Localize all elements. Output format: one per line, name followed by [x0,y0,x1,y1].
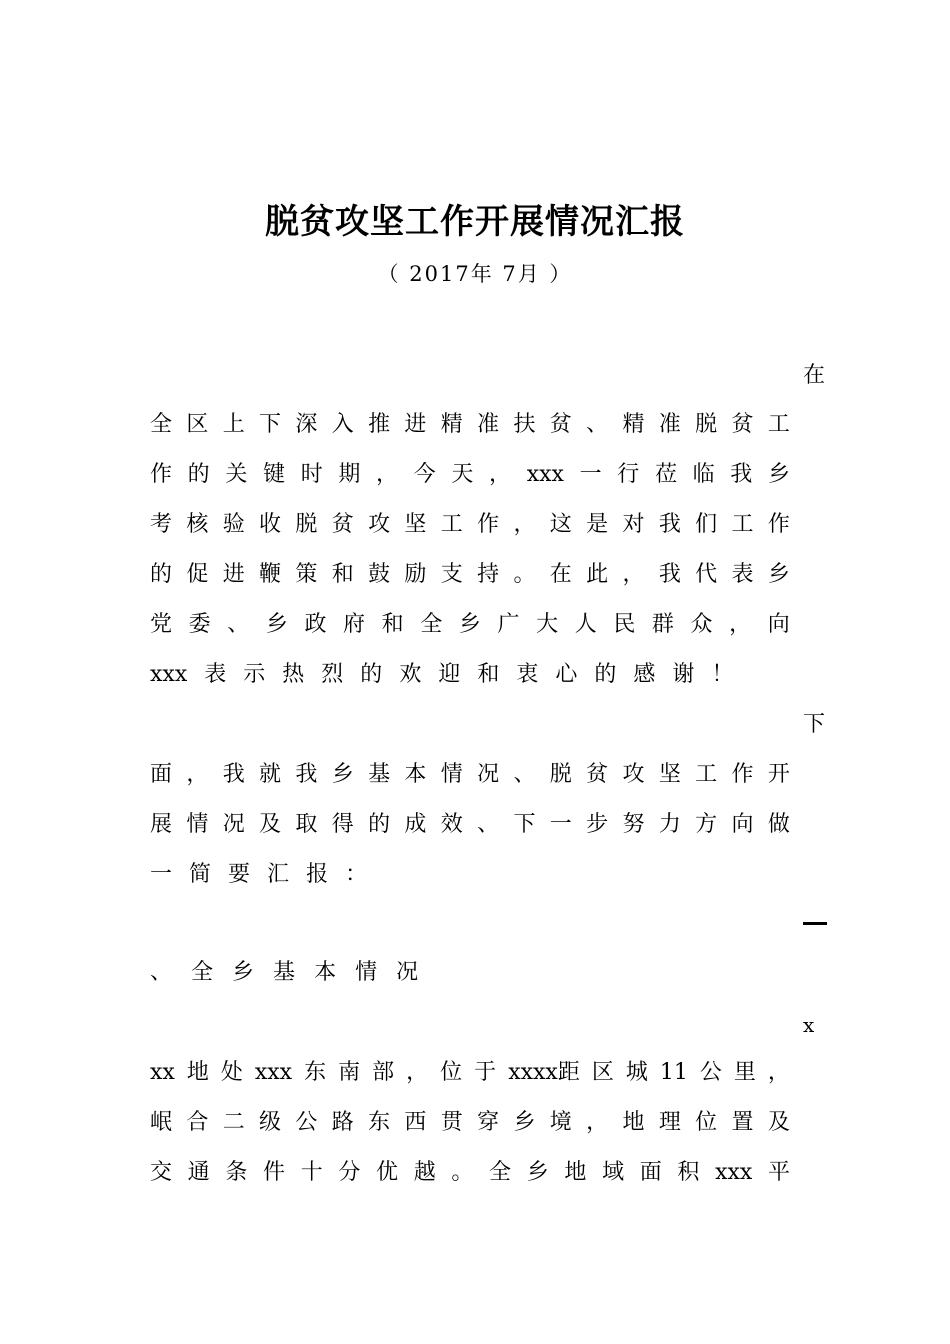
text-char: 一 [579,462,602,487]
text-char: 全 [150,412,173,437]
text-char: 及 [767,1110,790,1135]
text-char: 关 [225,462,248,487]
text-char: 置 [731,1110,754,1135]
text-char: 交 [150,1160,173,1185]
text-char: 基 [273,960,296,985]
text-char: 核 [186,512,209,537]
text-char: 脱 [295,512,318,537]
text-char: 公 [295,1110,318,1135]
text-char: 政 [304,612,327,637]
text-char: 我 [658,562,681,587]
text-char: 表 [731,562,754,587]
text-char: 向 [767,612,790,637]
text-char: 城 [625,1060,648,1085]
paragraph-3-line [150,1058,790,1088]
text-char: 公 [699,1060,722,1085]
text-char: 和 [477,662,500,687]
text-char: 贫 [586,762,609,787]
text-char: xxx [526,462,564,487]
text-char: 深 [295,412,318,437]
text-char: 地 [564,1160,587,1185]
section-heading [150,958,790,988]
text-char: 作 [477,512,500,537]
text-char: 考 [150,512,173,537]
text-char: 简 [189,862,212,887]
text-char: 效 [440,812,463,837]
text-char: 行 [617,462,640,487]
text-char: 努 [622,812,645,837]
text-char: 二 [222,1110,245,1135]
paragraph-1-line [150,510,790,540]
text-char: 进 [222,562,245,587]
text-char: 位 [695,1110,718,1135]
text-char: 路 [331,1110,354,1135]
text-char: 众 [690,612,713,637]
text-char: 作 [150,462,173,487]
text-char: 境 [549,1110,572,1135]
document-date: （ 2017年 7月 ） [377,262,573,286]
section-number-dash [803,922,827,925]
text-char: ： [345,862,368,887]
text-char: 面 [639,1160,662,1185]
text-char: 的 [360,662,383,687]
text-char: 方 [695,812,718,837]
text-char: 攻 [622,762,645,787]
text-char: 脱 [695,412,718,437]
text-char: ， [586,1110,609,1135]
text-char: 贫 [549,412,572,437]
text-char: ， [622,562,645,587]
text-char: 、 [586,412,609,437]
text-char: 报 [306,862,329,887]
text-char: 衷 [516,662,539,687]
text-char: 鼓 [368,562,391,587]
text-char: 东 [304,1060,327,1085]
text-char: 热 [282,662,305,687]
text-char: 全 [420,612,443,637]
text-char: 本 [314,960,337,985]
document-title: 脱贫攻坚工作开展情况汇报 [265,202,685,242]
text-char: 脱 [549,762,572,787]
text-char: 时 [300,462,323,487]
text-char: 穿 [477,1110,500,1135]
text-char: 对 [622,512,645,537]
text-char: 基 [368,762,391,787]
text-char: 坚 [658,762,681,787]
text-char: xx [150,1060,175,1085]
text-char: xxx [254,1060,293,1085]
text-char: 岷 [150,1110,173,1135]
paragraph-3-line [150,1108,790,1138]
text-char: 部 [372,1060,395,1085]
text-char: ， [513,512,536,537]
text-char: 工 [767,412,790,437]
text-char: 工 [695,762,718,787]
text-char: ， [767,1060,790,1085]
text-char: 下 [259,412,282,437]
text-char: 民 [613,612,636,637]
text-char: 要 [228,862,251,887]
text-char: 促 [186,562,209,587]
text-char: 天 [451,462,474,487]
text-char: 乡 [767,462,790,487]
text-char: 、 [477,812,500,837]
text-char: 作 [767,512,790,537]
text-char: 况 [477,762,500,787]
text-char: 的 [368,812,391,837]
text-char: 11 [659,1060,688,1085]
text-char: 党 [150,612,173,637]
text-char: 通 [187,1160,210,1185]
text-char: 精 [622,412,645,437]
text-char: 表 [204,662,227,687]
text-char: 区 [591,1060,614,1085]
text-char: 临 [692,462,715,487]
paragraph-3-indent-char: x [803,1013,815,1037]
text-char: 区 [186,412,209,437]
text-char: 情 [186,812,209,837]
text-char: 莅 [654,462,677,487]
text-char: 、 [227,612,250,637]
paragraph-1-line [150,610,790,640]
text-char: 今 [413,462,436,487]
text-char: 府 [343,612,366,637]
text-char: 支 [440,562,463,587]
paragraph-1-line [150,460,790,490]
text-char: 感 [633,662,656,687]
text-char: 持 [477,562,500,587]
text-char: xxxx距 [508,1060,580,1085]
text-char: 欢 [399,662,422,687]
text-char: 合 [186,1110,209,1135]
text-char: 坚 [404,512,427,537]
text-char: ， [729,612,752,637]
text-char: 下 [513,812,536,837]
text-char: 做 [767,812,790,837]
text-char: ， [406,1060,429,1085]
text-char: 地 [622,1110,645,1135]
text-char: 本 [404,762,427,787]
text-char: 精 [440,412,463,437]
text-char: 贫 [731,412,754,437]
text-char: 于 [474,1060,497,1085]
text-char: 工 [731,512,754,537]
paragraph-2-indent-char: 下 [803,712,826,737]
text-char: 理 [658,1110,681,1135]
paragraph-1-indent-char: 在 [803,363,826,388]
text-char: 就 [259,762,282,787]
text-char: 全 [191,960,214,985]
text-char: 代 [695,562,718,587]
text-char: 一 [150,862,173,887]
text-char: 乡 [331,762,354,787]
text-char: 及 [259,812,282,837]
text-char: ， [376,462,399,487]
text-char: 群 [651,612,674,637]
text-char: 在 [549,562,572,587]
text-char: 开 [767,762,790,787]
text-char: 级 [259,1110,282,1135]
text-char: 迎 [438,662,461,687]
text-char: 和 [331,562,354,587]
text-char: 的 [187,462,210,487]
text-char: 汇 [267,862,290,887]
text-char: 越 [413,1160,436,1185]
text-char: 谢 [672,662,695,687]
text-char: ， [186,762,209,787]
text-char: 我 [730,462,753,487]
paragraph-2-line [150,760,790,790]
text-char: 情 [440,762,463,787]
text-char: 况 [396,960,419,985]
text-char: ！ [711,662,734,687]
text-char: 积 [677,1160,700,1185]
paragraph-1-line [150,560,790,590]
text-char: 乡 [513,1110,536,1135]
text-char: 情 [355,960,378,985]
text-char: 成 [404,812,427,837]
text-char: 乡 [265,612,288,637]
text-char: 期 [338,462,361,487]
text-char: 推 [368,412,391,437]
text-char: 工 [440,512,463,537]
text-char: 分 [338,1160,361,1185]
text-char: 策 [295,562,318,587]
text-char: 是 [586,512,609,537]
text-char: 人 [574,612,597,637]
text-char: 展 [150,812,173,837]
text-char: 验 [222,512,245,537]
text-char: 一 [549,812,572,837]
paragraph-2-line [150,810,790,840]
text-char: 们 [695,512,718,537]
text-char: 收 [259,512,282,537]
text-char: 、 [150,960,173,985]
text-char: 烈 [321,662,344,687]
text-char: 件 [263,1160,286,1185]
text-char: 作 [731,762,754,787]
text-char: 示 [243,662,266,687]
text-char: 处 [220,1060,243,1085]
text-char: 贫 [331,512,354,537]
text-char: 位 [440,1060,463,1085]
text-char: 乡 [232,960,255,985]
text-char: 准 [658,412,681,437]
text-char: 乡 [526,1160,549,1185]
text-char: 地 [186,1060,209,1085]
text-char: 平 [767,1160,790,1185]
text-char: 准 [477,412,500,437]
text-char: 条 [225,1160,248,1185]
text-char: 我 [658,512,681,537]
paragraph-1-line [150,410,790,440]
text-char: xxx [150,662,188,687]
text-char: 我 [222,762,245,787]
text-char: 大 [536,612,559,637]
text-char: 这 [549,512,572,537]
text-char: 委 [188,612,211,637]
text-char: 面 [150,762,173,787]
text-char: 乡 [767,562,790,587]
paragraph-2-line [150,860,790,890]
text-char: 全 [489,1160,512,1185]
paragraph-1-line [150,660,790,690]
text-char: 广 [497,612,520,637]
text-char: 十 [300,1160,323,1185]
text-char: ， [489,462,512,487]
text-char: 的 [594,662,617,687]
text-char: 励 [404,562,427,587]
text-char: 域 [602,1160,625,1185]
text-char: 鞭 [259,562,282,587]
text-char: 攻 [368,512,391,537]
text-char: 东 [368,1110,391,1135]
text-char: 上 [222,412,245,437]
text-char: 得 [331,812,354,837]
text-char: 乡 [458,612,481,637]
text-char: 向 [731,812,754,837]
text-char: 况 [222,812,245,837]
text-char: 。 [451,1160,474,1185]
text-char: 优 [376,1160,399,1185]
text-char: 和 [381,612,404,637]
text-char: 键 [263,462,286,487]
text-char: 我 [295,762,318,787]
text-char: 入 [331,412,354,437]
text-char: 取 [295,812,318,837]
text-char: 的 [150,562,173,587]
text-char: xxx [715,1160,753,1185]
text-char: 此 [586,562,609,587]
paragraph-3-line [150,1158,790,1188]
text-char: 南 [338,1060,361,1085]
text-char: 贯 [440,1110,463,1135]
text-char: 、 [513,762,536,787]
text-char: 西 [404,1110,427,1135]
text-char: 进 [404,412,427,437]
text-char: 。 [513,562,536,587]
text-char: 里 [733,1060,756,1085]
text-char: 力 [658,812,681,837]
text-char: 扶 [513,412,536,437]
text-char: 心 [555,662,578,687]
text-char: 步 [586,812,609,837]
